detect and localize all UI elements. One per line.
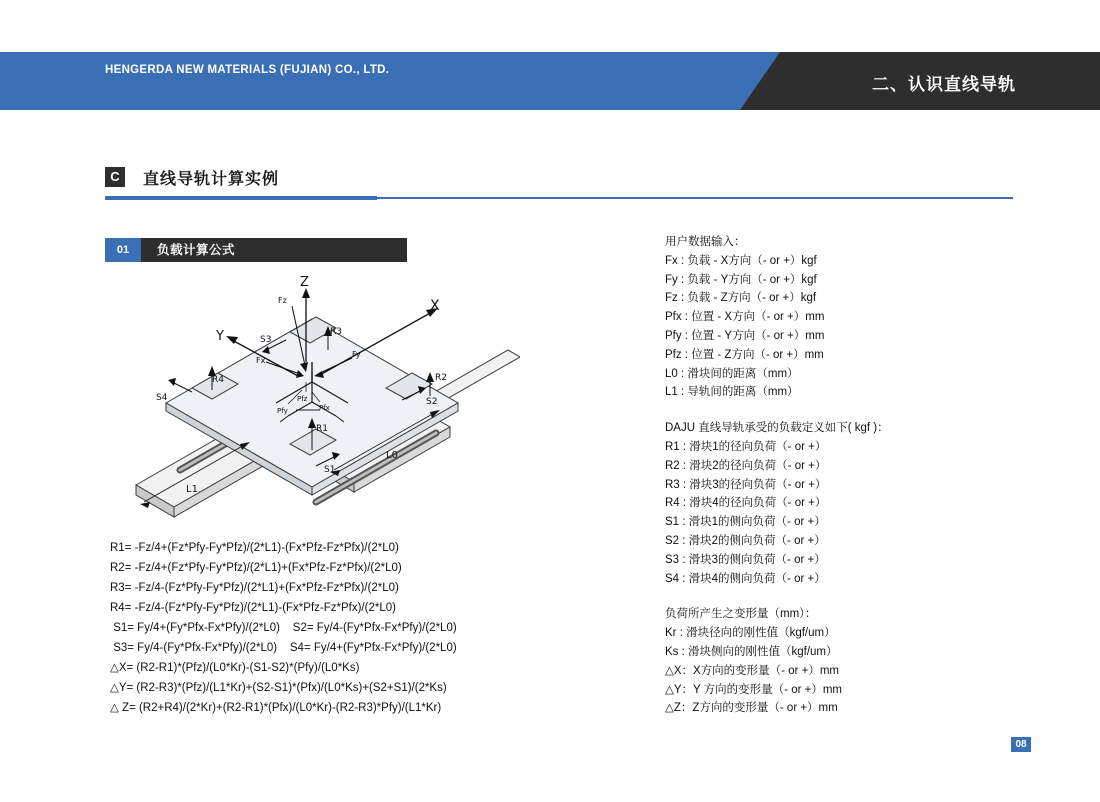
- deformation-heading: 负荷所产生之变形量（mm）：: [665, 608, 817, 621]
- diagram-label-x: X: [430, 298, 440, 314]
- formula-row: R4= -Fz/4-(Fz*Pfy-Fy*Pfz)/(2*L1)-(Fx*Pfz-Fz*Pfx)/(2*L0): [110, 602, 396, 614]
- diagram-label-s2: S2: [426, 397, 438, 407]
- definition-line: Fy : 负载 - Y方向（- or +）kgf: [665, 273, 817, 286]
- deformation-group: [665, 605, 1065, 718]
- definition-line: Pfx : 位置 - X方向（- or +）mm: [665, 311, 825, 324]
- diagram-label-l1: L1: [186, 484, 198, 495]
- formula-row: S3= Fy/4-(Fy*Pfx-Fx*Pfy)/(2*L0) S4= Fy/4+(Fy*Pfx-Fx*Pfy)/(2*L0): [110, 642, 457, 654]
- chapter-title: 二、认识直线导轨: [872, 75, 1016, 94]
- definition-line: L0 : 滑块间的距离（mm）: [665, 367, 799, 380]
- diagram-label-s4: S4: [156, 393, 168, 403]
- definition-line: △Y：Y 方向的变形量（- or +）mm: [665, 683, 842, 696]
- diagram-label-pfy: Pfy: [277, 407, 288, 415]
- definition-line: Ks : 滑块侧向的刚性值（kgf/um）: [665, 645, 838, 658]
- definition-line: S4 : 滑块4的侧向负荷（- or +）: [665, 572, 826, 585]
- diagram-label-r3: R3: [330, 327, 342, 337]
- subsection-number: 01: [105, 238, 141, 262]
- subsection-bar: [105, 238, 407, 262]
- subsection-label: 负载计算公式: [157, 243, 236, 257]
- definition-line: S1 : 滑块1的侧向负荷（- or +）: [665, 516, 826, 529]
- diagram-label-pfz: Pfz: [297, 395, 308, 403]
- definition-line: Fx : 负载 - X方向（- or +）kgf: [665, 254, 817, 267]
- diagram-label-r2: R2: [435, 373, 447, 383]
- diagram-label-r1: R1: [316, 424, 328, 434]
- definition-line: Kr : 滑块径向的刚性值（kgf/um）: [665, 627, 836, 640]
- definition-line: Fz : 负载 - Z方向（- or +）kgf: [665, 292, 817, 305]
- formula-row: R2= -Fz/4+(Fz*Pfy-Fy*Pfz)/(2*L1)+(Fx*Pfz-Fz*Pfx)/(2*L0): [110, 562, 402, 574]
- load-calculation-diagram: [120, 270, 520, 530]
- diagram-label-y: Y: [216, 329, 224, 344]
- diagram-label-fz: Fz: [278, 296, 287, 305]
- diagram-label-s3: S3: [260, 335, 272, 345]
- definition-line: S3 : 滑块3的侧向负荷（- or +）: [665, 553, 826, 566]
- formula-row: △ Z= (R2+R4)/(2*Kr)+(R2-R1)*(Pfx)/(L0*Kr)-(R2-R3)*Pfy)/(L1*Kr): [110, 702, 442, 714]
- user-input-group: [665, 233, 1065, 402]
- definition-line: R2 : 滑块2的径向负荷（- or +）: [665, 459, 827, 472]
- diagram-label-l0: L0: [386, 450, 398, 461]
- user-input-heading: 用户数据输入：: [665, 236, 746, 248]
- formula-row: R3= -Fz/4-(Fz*Pfy-Fy*Pfz)/(2*L1)+(Fx*Pfz-Fz*Pfx)/(2*L0): [110, 582, 399, 594]
- header-blue-band: [0, 52, 780, 110]
- diagram-label-fx: Fx: [256, 356, 266, 365]
- section-badge: C: [105, 167, 125, 187]
- formula-row: R1= -Fz/4+(Fz*Pfy-Fy*Pfz)/(2*L1)-(Fx*Pfz-Fz*Pfx)/(2*L0): [110, 542, 399, 554]
- section-rule-thin: [377, 197, 1013, 199]
- definition-line: Pfy : 位置 - Y方向（- or +）mm: [665, 329, 825, 342]
- definition-line: S2 : 滑块2的侧向负荷（- or +）: [665, 534, 826, 547]
- diagram-label-r4: R4: [212, 375, 224, 385]
- section-rule-thick: [105, 196, 377, 200]
- load-definition-group: [665, 419, 1065, 588]
- definition-line: R3 : 滑块3的径向负荷（- or +）: [665, 478, 827, 491]
- definition-line: △Z：Z方向的变形量（- or +）mm: [665, 702, 838, 715]
- formula-row: △X= (R2-R1)*(Pfz)/(L0*Kr)-(S1-S2)*(Pfy)/(L0*Ks): [110, 662, 360, 674]
- definition-line: L1 : 导轨间的距离（mm）: [665, 386, 799, 399]
- load-definition-heading: DAJU 直线导轨承受的负载定义如下( kgf )：: [665, 422, 889, 435]
- formula-list: [110, 538, 580, 718]
- diagram-label-z: Z: [300, 275, 309, 290]
- definition-line: R4 : 滑块4的径向负荷（- or +）: [665, 497, 827, 510]
- formula-row: S1= Fy/4+(Fy*Pfx-Fx*Pfy)/(2*L0) S2= Fy/4-(Fy*Pfx-Fx*Pfy)/(2*L0): [110, 622, 457, 634]
- diagram-label-fy: Fy: [352, 350, 361, 359]
- company-name: HENGERDA NEW MATERIALS (FUJIAN) CO., LTD.: [105, 64, 390, 76]
- definition-line: R1 : 滑块1的径向负荷（- or +）: [665, 440, 827, 453]
- diagram-label-pfx: Pfx: [319, 404, 330, 412]
- page-number: 08: [1011, 737, 1031, 752]
- formula-row: △Y= (R2-R3)*(Pfz)/(L1*Kr)+(S2-S1)*(Pfx)/(L0*Ks)+(S2+S1)/(2*Ks): [110, 682, 447, 694]
- diagram-label-s1: S1: [324, 465, 336, 475]
- definition-line: Pfz : 位置 - Z方向（- or +）mm: [665, 348, 824, 361]
- section-title: 直线导轨计算实例: [143, 171, 280, 188]
- definition-line: △X：X方向的变形量（- or +）mm: [665, 664, 840, 677]
- definitions-column: [665, 233, 1065, 735]
